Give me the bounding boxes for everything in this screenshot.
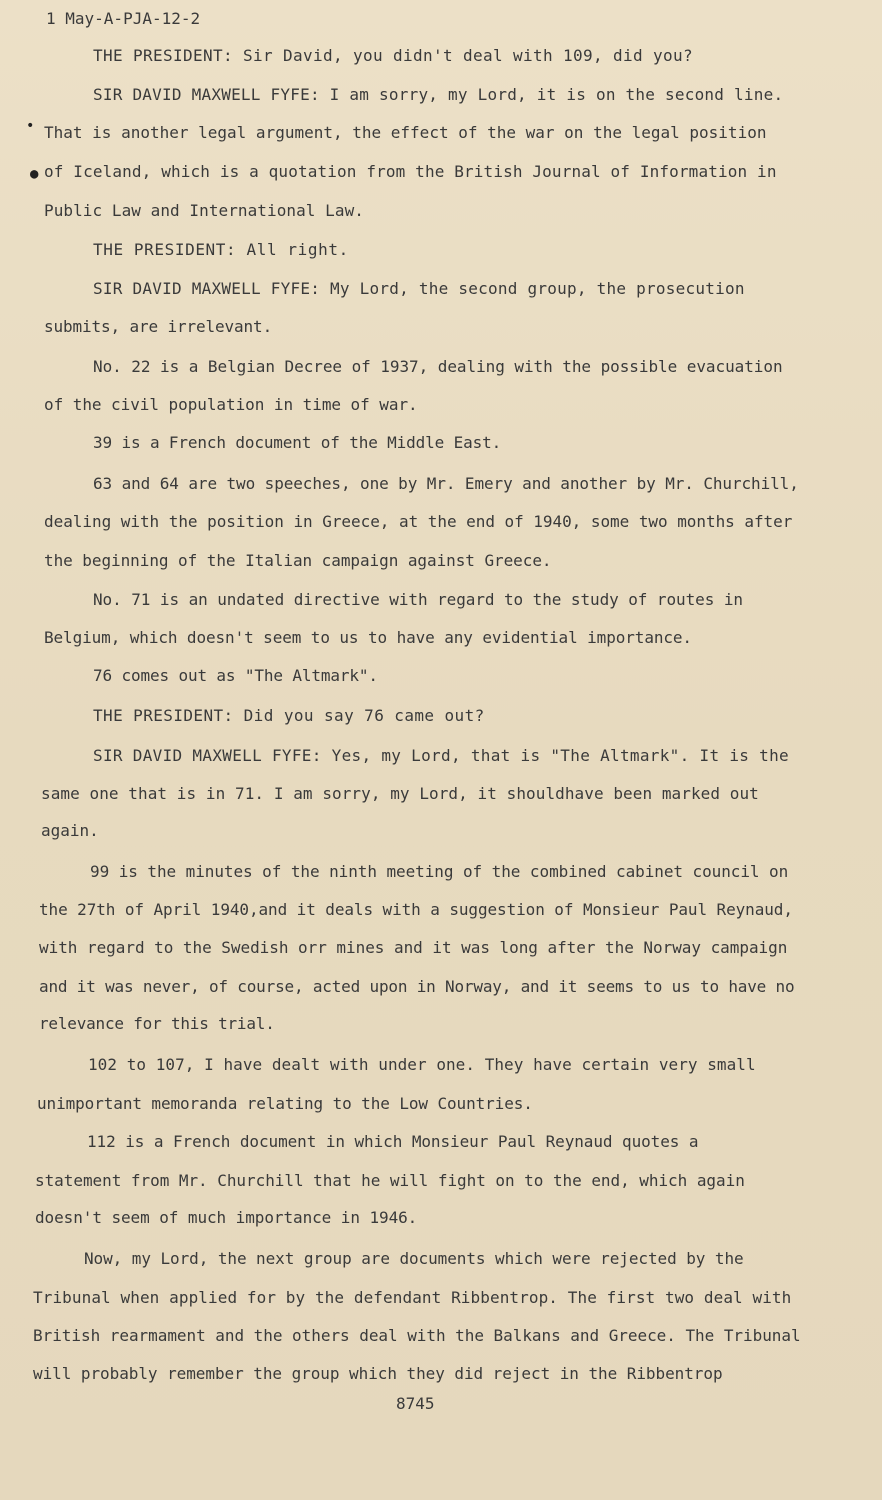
text-line: Public Law and International Law. [44,201,364,220]
text-line: British rearmament and the others deal with the Balkans and Greece. The Tribunal [33,1326,801,1345]
text-line: That is another legal argument, the effect of the war on the legal position [44,123,767,142]
text-line: with regard to the Swedish orr mines and it was long after the Norway campaign [39,938,788,957]
text-line: 102 to 107, I have dealt with under one. They have certain very small [88,1055,756,1074]
text-line: submits, are irrelevant. [44,317,273,336]
text-line: unimportant memoranda relating to the Low Countries. [37,1094,533,1113]
text-line: dealing with the position in Greece, at the end of 1940, some two months after [44,512,793,531]
text-line: of Iceland, which is a quotation from the British Journal of Information in [44,162,777,181]
margin-mark: ● [30,166,39,182]
text-line: SIR DAVID MAXWELL FYFE: My Lord, the second group, the prosecution [93,279,745,298]
text-line: relevance for this trial. [39,1014,275,1033]
text-line: No. 22 is a Belgian Decree of 1937, dealing with the possible evacuation [93,357,783,376]
text-line: THE PRESIDENT: Sir David, you didn't deal with 109, did you? [93,46,693,65]
text-line: THE PRESIDENT: All right. [93,240,349,259]
text-line: again. [41,821,99,840]
text-line: 63 and 64 are two speeches, one by Mr. Emery and another by Mr. Churchill, [93,474,799,493]
text-line: No. 71 is an undated directive with regard to the study of routes in [93,590,743,609]
text-line: 39 is a French document of the Middle East. [93,433,502,452]
text-line: the beginning of the Italian campaign against Greece. [44,551,552,570]
text-line: SIR DAVID MAXWELL FYFE: I am sorry, my Lord, it is on the second line. [93,85,784,104]
text-line: and it was never, of course, acted upon in Norway, and it seems to us to have no [39,977,795,996]
margin-mark: • [26,118,35,134]
text-line: Now, my Lord, the next group are documents which were rejected by the [84,1249,744,1268]
text-line: of the civil population in time of war. [44,395,418,414]
document-header: 1 May-A-PJA-12-2 [46,9,201,28]
text-line: SIR DAVID MAXWELL FYFE: Yes, my Lord, that is "The Altmark". It is the [93,746,789,765]
text-line: THE PRESIDENT: Did you say 76 came out? [93,706,485,725]
page-number: 8745 [396,1394,435,1413]
text-line: doesn't seem of much importance in 1946. [35,1208,418,1227]
text-line: 99 is the minutes of the ninth meeting of the combined cabinet council on [90,862,789,881]
text-line: Tribunal when applied for by the defendant Ribbentrop. The first two deal with [33,1288,792,1307]
text-line: will probably remember the group which they did reject in the Ribbentrop [33,1364,723,1383]
text-line: the 27th of April 1940,and it deals with a suggestion of Monsieur Paul Reynaud, [39,900,793,919]
text-line: Belgium, which doesn't seem to us to have any evidential importance. [44,628,692,647]
text-line: same one that is in 71. I am sorry, my Lord, it shouldhave been marked out [41,784,759,803]
text-line: statement from Mr. Churchill that he will fight on to the end, which again [35,1171,745,1190]
text-line: 112 is a French document in which Monsieur Paul Reynaud quotes a [87,1132,699,1151]
text-line: 76 comes out as "The Altmark". [93,666,378,685]
